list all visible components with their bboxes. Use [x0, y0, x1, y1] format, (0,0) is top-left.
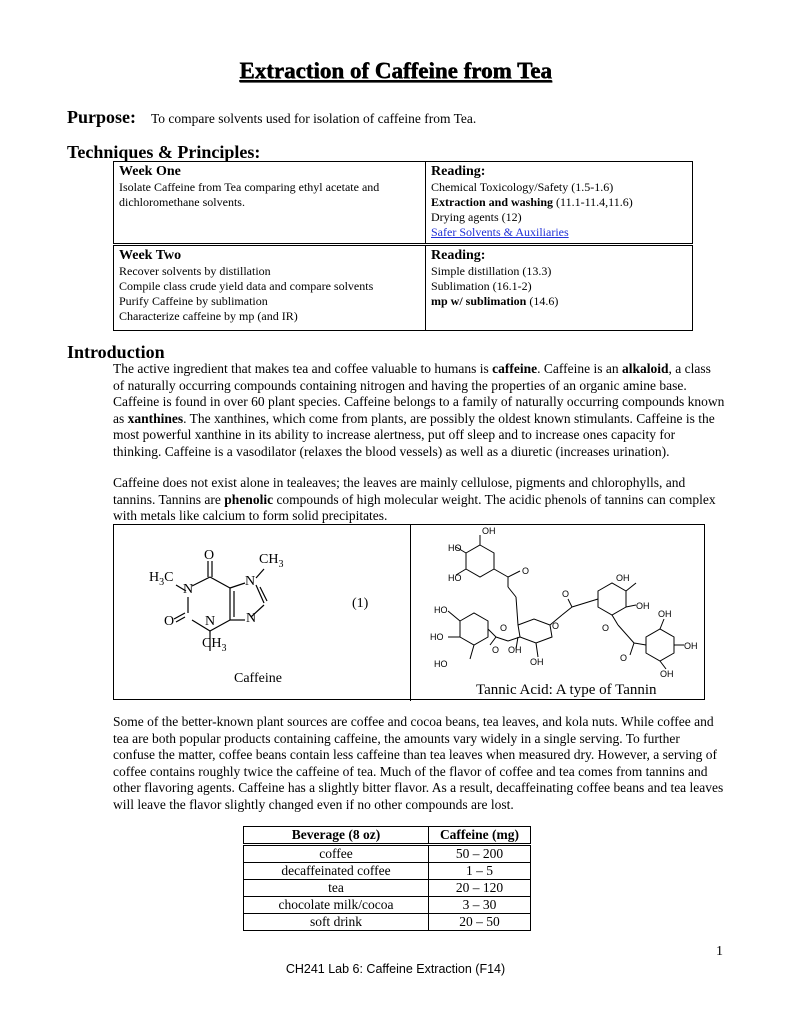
week-two-task: Characterize caffeine by mp (and IR) — [119, 309, 298, 323]
label-ho: HO — [448, 573, 462, 583]
week-two-task: Purify Caffeine by sublimation — [119, 294, 268, 308]
beverage-cell: soft drink — [244, 914, 429, 931]
reading-item-rest: (14.6) — [526, 294, 559, 308]
caffeine-caption: Caffeine — [234, 671, 282, 686]
label-o: O — [602, 623, 610, 633]
week-two-tasks-cell — [114, 245, 426, 331]
introduction-heading: Introduction — [67, 342, 165, 362]
week-one-task: Isolate Caffeine from Tea comparing ethyl acetate and dichloromethane solvents. — [119, 180, 380, 209]
reading-item-bold: mp w/ sublimation — [431, 294, 527, 308]
text-run: compounds of high molecular weight. The acidic phenols of tannins can complex with metals like calcium to form solid precipitates. — [113, 491, 716, 523]
caffeine-cell: 1 – 5 — [429, 863, 531, 880]
atom-h3c — [149, 570, 173, 588]
reading-item — [431, 294, 687, 309]
text-run: . Caffeine is an — [537, 361, 622, 376]
text-run: Caffeine does not exist alone in tealeaves; the leaves are mainly cellulose, pigments and chlorophylls, and tannins. Tannins are — [113, 475, 686, 507]
label-o: O — [522, 566, 530, 576]
label-oh: OH — [616, 573, 630, 583]
label-ho: HO — [430, 632, 444, 642]
week-one-reading-title: Reading: — [431, 164, 486, 179]
page-number: 1 — [716, 944, 723, 959]
beverage-cell: decaffeinated coffee — [244, 863, 429, 880]
tannic-acid-structure — [412, 525, 704, 683]
week-one-reading-cell — [426, 162, 693, 245]
week-two-row — [114, 245, 693, 331]
label-ho: HO — [434, 605, 448, 615]
purpose-label: Purpose: — [67, 107, 136, 127]
atom-n9: N — [246, 611, 257, 626]
subscript: 3 — [221, 643, 227, 654]
intro-paragraph-2 — [113, 475, 725, 525]
text-run: , a class of naturally occurring compounds containing nitrogen and having the properties of an organic amine base. Caffeine is found in over 60 plant species. Caffeine belongs to a family of naturally occurring compounds known as — [113, 361, 725, 426]
label-oh: OH — [658, 609, 672, 619]
equation-number: (1) — [352, 596, 369, 611]
atom-ch3-top — [259, 552, 283, 570]
caffeine-cell: 20 – 50 — [429, 914, 531, 931]
beverage-cell: chocolate milk/cocoa — [244, 897, 429, 914]
label-oh: OH — [508, 645, 522, 655]
label-ho: HO — [434, 659, 448, 669]
week-one-title: Week One — [119, 164, 181, 179]
caffeine-cell: 20 – 120 — [429, 880, 531, 897]
label-oh: OH — [636, 601, 650, 611]
label-o: O — [492, 645, 500, 655]
purpose-text: To compare solvents used for isolation of caffeine from Tea. — [151, 111, 477, 126]
atom-n1: N — [183, 582, 194, 597]
table-header-row — [244, 827, 531, 845]
subscript: 3 — [159, 577, 165, 588]
week-two-reading-cell — [426, 245, 693, 331]
reading-item: Drying agents (12) — [431, 210, 522, 224]
intro-paragraph-3: Some of the better-known plant sources are coffee and cocoa beans, tea leaves, and kola nuts. While coffee and tea are both popular products containing caffeine, the amounts vary widely in a single serving. To further confuse the matter, coffee beans contain less caffeine than tea leaves when measured dry. However, a serving of coffee contains roughly twice the caffeine of tea. Much of the flavor of coffee and tea comes from tannins and other flavoring agents. Caffeine has a slightly bitter flavor. As a result, decaffeinating coffee beans and tea leaves will leave the flavor slightly changed even if no other compounds are lost. — [113, 714, 724, 812]
caffeine-cell: 3 – 30 — [429, 897, 531, 914]
techniques-table — [113, 161, 693, 331]
table-row — [244, 863, 531, 880]
week-two-task: Recover solvents by distillation — [119, 264, 271, 278]
reading-item-rest: (11.1-11.4,11.6) — [553, 195, 633, 209]
page-footer: CH241 Lab 6: Caffeine Extraction (F14) — [285, 962, 506, 976]
atom-o-left: O — [164, 614, 175, 629]
term-xanthines: xanthines — [127, 410, 184, 426]
text-run: . The xanthines, which come from plants, are possibly the oldest known stimulants. Caffeine is the most powerful xanthine in its ability to increase alertness, put off sleep and to increase ones capacity for thinking. Caffeine is a vasodilator (relaxes the blood vessels) as well as a diuretic (increases urination). — [113, 410, 715, 459]
label-o: O — [562, 589, 570, 599]
reading-item: Simple distillation (13.3) — [431, 264, 552, 278]
table-row — [244, 845, 531, 863]
table-row — [244, 880, 531, 897]
term-alkaloid: alkaloid — [621, 361, 669, 376]
label-o: O — [552, 621, 560, 631]
beverage-cell: coffee — [244, 845, 429, 863]
intro-paragraph-1 — [113, 361, 725, 460]
reading-item: Sublimation (16.1-2) — [431, 279, 532, 293]
beverage-caffeine-table — [243, 826, 531, 931]
figure-divider — [410, 525, 411, 701]
label-oh: OH — [660, 669, 674, 679]
techniques-heading: Techniques & Principles: — [67, 142, 261, 162]
reading-item-bold: Extraction and washing — [431, 195, 554, 209]
reading-item — [431, 195, 687, 210]
atom-h3c-c: C — [164, 570, 174, 585]
term-phenolic: phenolic — [224, 491, 274, 507]
atom-n7: N — [245, 574, 256, 589]
label-oh: OH — [482, 526, 496, 536]
structures-figure — [113, 524, 705, 700]
text-run: The active ingredient that makes tea and coffee valuable to humans is — [113, 361, 493, 376]
label-oh: OH — [684, 641, 698, 651]
atom-n3: N — [205, 614, 216, 629]
atom-o-top: O — [204, 548, 215, 563]
reading-item: Chemical Toxicology/Safety (1.5-1.6) — [431, 180, 614, 194]
week-one-tasks-cell — [114, 162, 426, 245]
table-row — [244, 897, 531, 914]
week-one-row — [114, 162, 693, 245]
table-row — [244, 914, 531, 931]
label-o: O — [500, 623, 508, 633]
column-header-caffeine: Caffeine (mg) — [429, 827, 531, 845]
week-two-task: Compile class crude yield data and compare solvents — [119, 279, 374, 293]
label-ho: HO — [448, 543, 462, 553]
safer-solvents-link[interactable]: Safer Solvents & Auxiliaries — [431, 225, 569, 239]
column-header-beverage: Beverage (8 oz) — [244, 827, 429, 845]
label-oh: OH — [530, 657, 544, 667]
atom-ch3-top-label: CH — [259, 552, 279, 567]
week-two-title: Week Two — [119, 248, 182, 263]
caffeine-cell: 50 – 200 — [429, 845, 531, 863]
page-title: Extraction of Caffeine from Tea — [239, 58, 552, 83]
atom-ch3-bottom-label: CH — [202, 636, 222, 651]
atom-h3c-h: H — [149, 570, 160, 585]
label-o: O — [620, 653, 628, 663]
tannin-caption: Tannic Acid: A type of Tannin — [476, 682, 657, 698]
beverage-cell: tea — [244, 880, 429, 897]
subscript: 3 — [278, 559, 284, 570]
atom-ch3-bottom — [202, 636, 226, 654]
week-two-reading-title: Reading: — [431, 248, 486, 263]
purpose-row — [67, 107, 727, 128]
term-caffeine: caffeine — [492, 361, 538, 376]
